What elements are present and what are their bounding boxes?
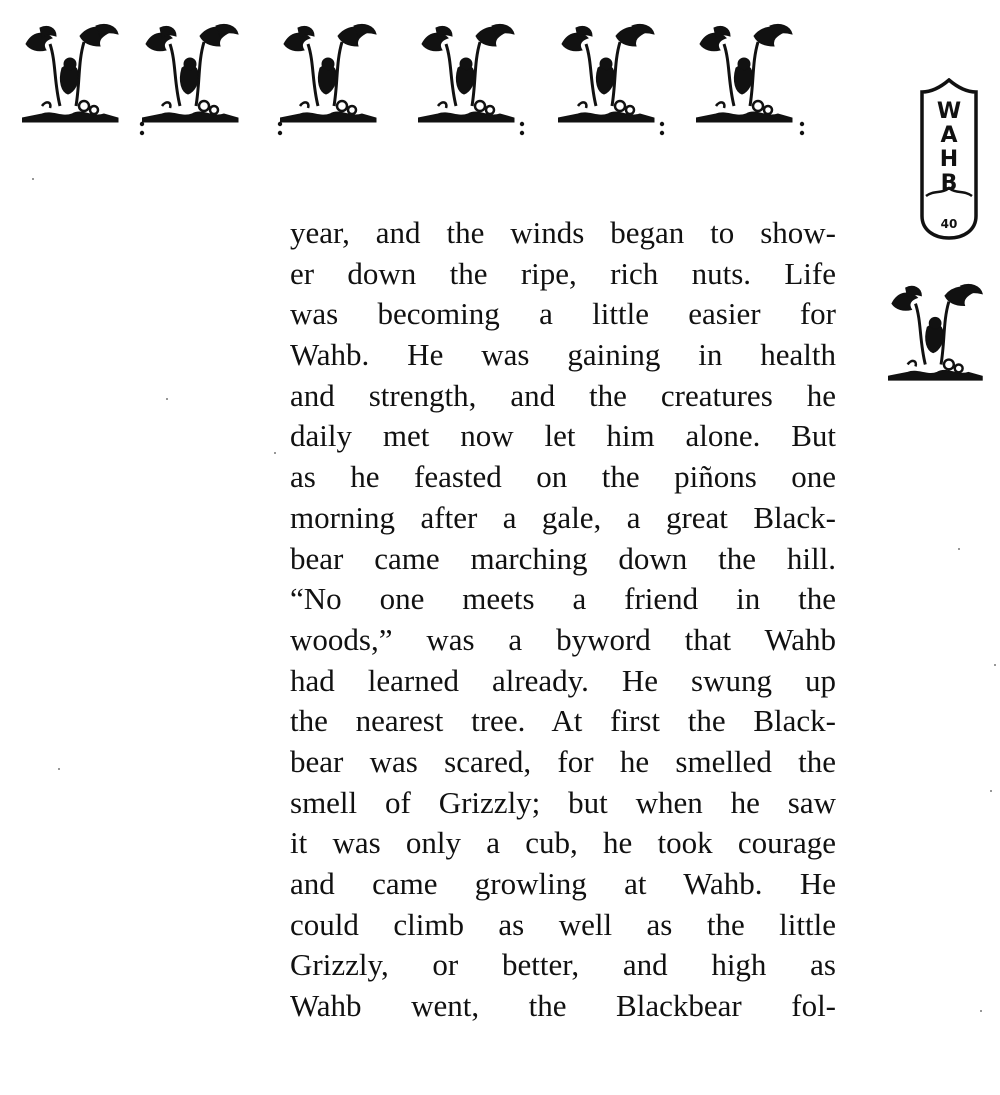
text-line: er down the ripe, rich nuts. Life — [290, 255, 836, 291]
bear-cub-sprig-icon — [418, 22, 528, 132]
scan-speck — [980, 1010, 982, 1012]
text-line: smell of Grizzly; but when he saw — [290, 784, 836, 820]
text-line: year, and the winds began to show- — [290, 215, 836, 250]
badge-letter: H — [939, 147, 959, 172]
text-line: could climb as well as the little — [290, 906, 836, 942]
body-text — [290, 213, 836, 1027]
scan-speck — [958, 548, 960, 550]
shield-icon — [918, 78, 980, 240]
text-line: it was only a cub, he took courage — [290, 825, 836, 861]
bear-cub-sprig-icon — [280, 22, 390, 132]
text-line: and strength, and the creatures he — [290, 377, 836, 413]
separator-dots-icon — [138, 118, 160, 140]
badge-letter: W — [936, 99, 962, 124]
bear-cub-sprig-icon — [696, 22, 806, 132]
text-line: bear came marching down the hill. — [290, 540, 836, 576]
bear-cub-sprig-icon — [558, 22, 668, 132]
text-line: “No one meets a friend in the — [290, 581, 836, 617]
badge-letter: B — [940, 171, 958, 196]
text-line: Grizzly, or better, and high as — [290, 947, 836, 983]
text-line: woods,” was a byword that Wahb — [290, 621, 836, 657]
text-line: as he feasted on the piñons one — [290, 459, 836, 495]
scan-speck — [58, 768, 60, 770]
scan-speck — [32, 178, 34, 180]
scan-speck — [990, 790, 992, 792]
separator-dots-icon — [276, 118, 298, 140]
ornament-row — [22, 22, 822, 132]
separator-dots-icon — [656, 118, 678, 140]
page-badge — [918, 78, 980, 240]
bear-cub-sprig-icon — [142, 22, 252, 132]
text-line: had learned already. He swung up — [290, 662, 836, 698]
badge-letter: A — [940, 123, 958, 148]
text-line: bear was scared, for he smelled the — [290, 743, 836, 779]
page-number: 40 — [940, 217, 958, 231]
separator-dots-icon — [796, 118, 818, 140]
text-line: daily met now let him alone. But — [290, 418, 836, 454]
bear-cub-sprig-icon — [888, 282, 996, 390]
bear-cub-sprig-icon — [22, 22, 132, 132]
text-line: morning after a gale, a great Black- — [290, 499, 836, 535]
scan-speck — [994, 664, 996, 666]
text-line: and came growling at Wahb. He — [290, 866, 836, 901]
separator-dots-icon — [516, 118, 538, 140]
text-line: Wahb went, the Blackbear fol- — [290, 988, 836, 1024]
scan-speck — [274, 452, 276, 454]
text-line: Wahb. He was gaining in health — [290, 337, 836, 373]
text-line: the nearest tree. At first the Black- — [290, 703, 836, 739]
scan-speck — [166, 398, 168, 400]
text-line: was becoming a little easier for — [290, 296, 836, 332]
